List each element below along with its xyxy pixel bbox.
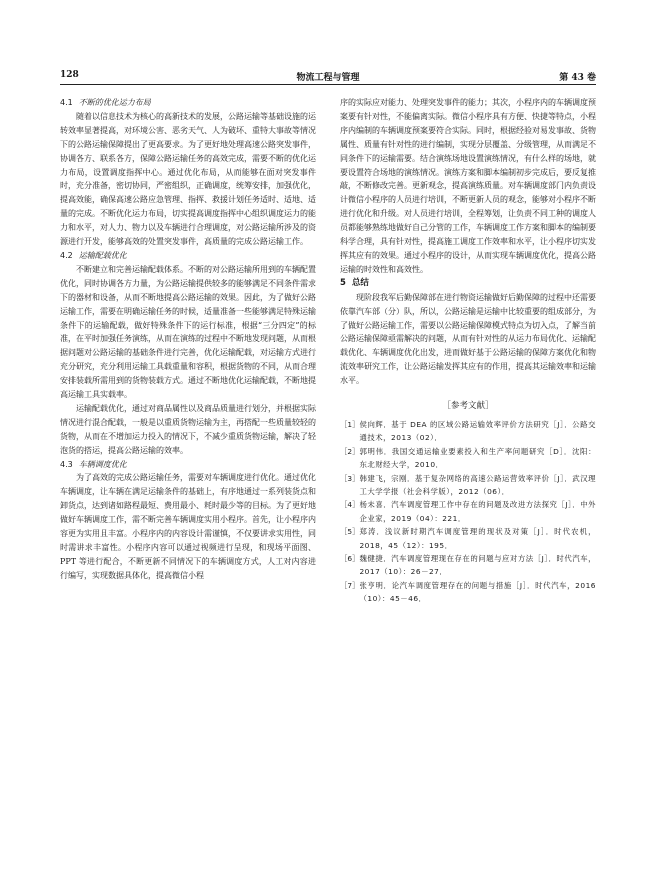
section-heading-4-3: 4.3 车辆调度优化 [60,459,127,469]
reference-item: ［5］ 郑涛．浅议新时期汽车调度管理的现状及对策［J］．时代农机，2018，45（12）：195． [340,527,596,550]
references-list [340,418,596,606]
page-header [60,70,596,82]
reference-item: ［2］ 郭明伟．我国交通运输业要素投入和生产率问题研究［D］．沈阳：东北财经大学，2010． [340,446,596,470]
journal-title: 物流工程与管理 [296,73,360,83]
references-heading: ［参考文献］ [442,401,494,412]
paragraph: 现阶段我军后勤保障部在进行物资运输做好后勤保障的过程中还需要依靠汽车部（分）队，所以，公路运输是运输中比较重要的组成部分，为了做好公路运输工作，需要以公路运输保障模式特点为切入点，了解当前公路运输保障亟需解决的问题，从而有针对性的从运力布局优化、运输配载优化、车辆调度优化出发，进而做好基于公路运输的保障方案优化和物流效率研究工作，让公路运输发挥其应有的作用，提高其运输效率和运输水平。 [340,292,596,386]
section-heading-4-2: 4.2 运输配载优化 [60,250,127,260]
paragraph: 不断建立和完善运输配载体系。不断的对公路运输所用到的车辆配置优化，同时协调各方力量，为公路运输提供较多的能够满足不同条件需求下的器材和设备，从而不断地提高公路运输的效果。因此，为了做好公路运输工作，需要在明确运输任务的时候，适量准备一些能够满足特殊运输条件下的运输配载，做好特殊条件下的运行标准，根据“三分四定”的标准，在平时加强任务演练，从而在演练的过程中不断地发现问题，从而根据问题对公路运输的基础条件进行完善，优化运输配载，对运输方式进行充分研究，充分利用运输工具载重量和容积，根据货物的不同，从而合理安排装载所需用到的货物装载方式。通过不断地优化运输配载，不断地提高运输工具实载率。 [60,264,316,400]
right-column [340,96,596,606]
section-heading-4-1: 4.1 不断的优化运力布局 [60,98,151,107]
reference-item: ［1］ 侯向辉．基于 DEA 的区域公路运输效率评价方法研究［J］．公路交通技术，2013（02）． [340,419,596,443]
reference-item: ［7］ 张亨明．论汽车调度管理存在的问题与措施［J］．时代汽车，2016（10）：45－46． [340,580,596,604]
reference-item: ［3］ 韩建飞，宗刚．基于复杂网络的高速公路运营效率评价［J］．武汉理工大学学报（社会科学版），2012（06）． [340,473,596,496]
reference-item: ［4］ 杨未喜．汽车调度管理工作中存在的问题及改进方法探究［J］．中外企业家，2019（04）：221． [340,500,596,523]
paragraph: 为了高效的完成公路运输任务，需要对车辆调度进行优化。通过优化车辆调度，让车辆在满足运输条件的基础上，有序地通过一系列装货点和卸货点，达到诸如路程最短、费用最小、耗时最少等的目标。为了更好地做好车辆调度工作，需不断完善车辆调度实用小程序。首先，让小程序内容更为实用且丰富。小程序内的内容设计需谨慎，不仅要讲求实用性，同时需讲求丰富性。小程序内容可以通过视频进行呈现，和现场平面图、PPT 等进行配合，不断更新不同情况下的车辆调度方式，人工对内容进行编写，实现数据具体化，提高微信小程 [60,473,316,580]
left-column [60,96,316,583]
header-rule [60,84,596,85]
paragraph-continued: 序的实际应对能力、处理突发事件的能力；其次，小程序内的车辆调度预案要有针对性，不能偏离实际。微信小程序具有方便、快捷等特点，小程序内编制的车辆调度预案要符合实际。同时，根据经验对易发事故、货物属性、质量有针对性的进行编制，实现分层覆盖、分级管理，从而满足不同条件下的运输需要。结合演练场地设置演练情况，有什么样的场地，就要设置符合场地的演练情况。演练方案和脚本编制初步完成后，要反复推敲，不断修改完善。更新观念，提高演练质量。对车辆调度部门内负责设计微信小程序的人员进行培训，不断更新人员的观念，能够对小程序不断进行优化和升级。对人员进行培训，全程筹划，让负责不同工种的调度人员都能够熟练地做好自己分管的工作，车辆调度工作方案和脚本的编制要科学合理，具有针对性，提高施工调度工作效率和水平，让小程序切实发挥其应有的效果。通过小程序的设计，从而实现车辆调度优化，提高公路运输的时效性和高效性。 [340,98,596,274]
section-heading-5: 5 总结 [340,277,369,288]
paragraph: 随着以信息技术为核心的高新技术的发展，公路运输等基础设施的运转效率显著提高，对环境公害、恶劣天气、人为破坏、重特大事故等情况下的公路运输保障提出了更高要求。为了更好地处理高速公路突发事件，协调各方、联系各方，保障公路运输任务的高效完成，需要不断的优化运力布局，设置调度指挥中心。通过优化布局，从而能够在面对突发事件时，充分准备，密切协同，严密组织，正确调度，统筹安排，加强优化，提高效能，确保高速公路应急管理、指挥、救援计划任务适时、适地、适量的完成。不断优化运力布局，切实提高调度指挥中心组织调度运力的能力和水平，对人力、物力以及车辆进行合理调度，对公路运输所涉及的资源进行开发，能够高效的处置突发事件，高质量的完成公路运输工作。 [60,111,316,247]
reference-item: ［6］ 魏健捷．汽车调度管理现在存在的问题与应对方法［J］．时代汽车，2017（10）：26－27． [340,554,596,577]
paragraph: 运输配载优化，通过对商品属性以及商品质量进行划分，并根据实际情况进行混合配载，一般是以重质货物运输为主，再搭配一些质量较轻的货物，从而在不增加运力投入的情况下，不减少重质货物运输，解决了轻泡货的搭运，提高公路运输的效率。 [60,403,316,455]
volume-label: 第 43 卷 [559,73,596,83]
page-number: 128 [60,70,79,80]
